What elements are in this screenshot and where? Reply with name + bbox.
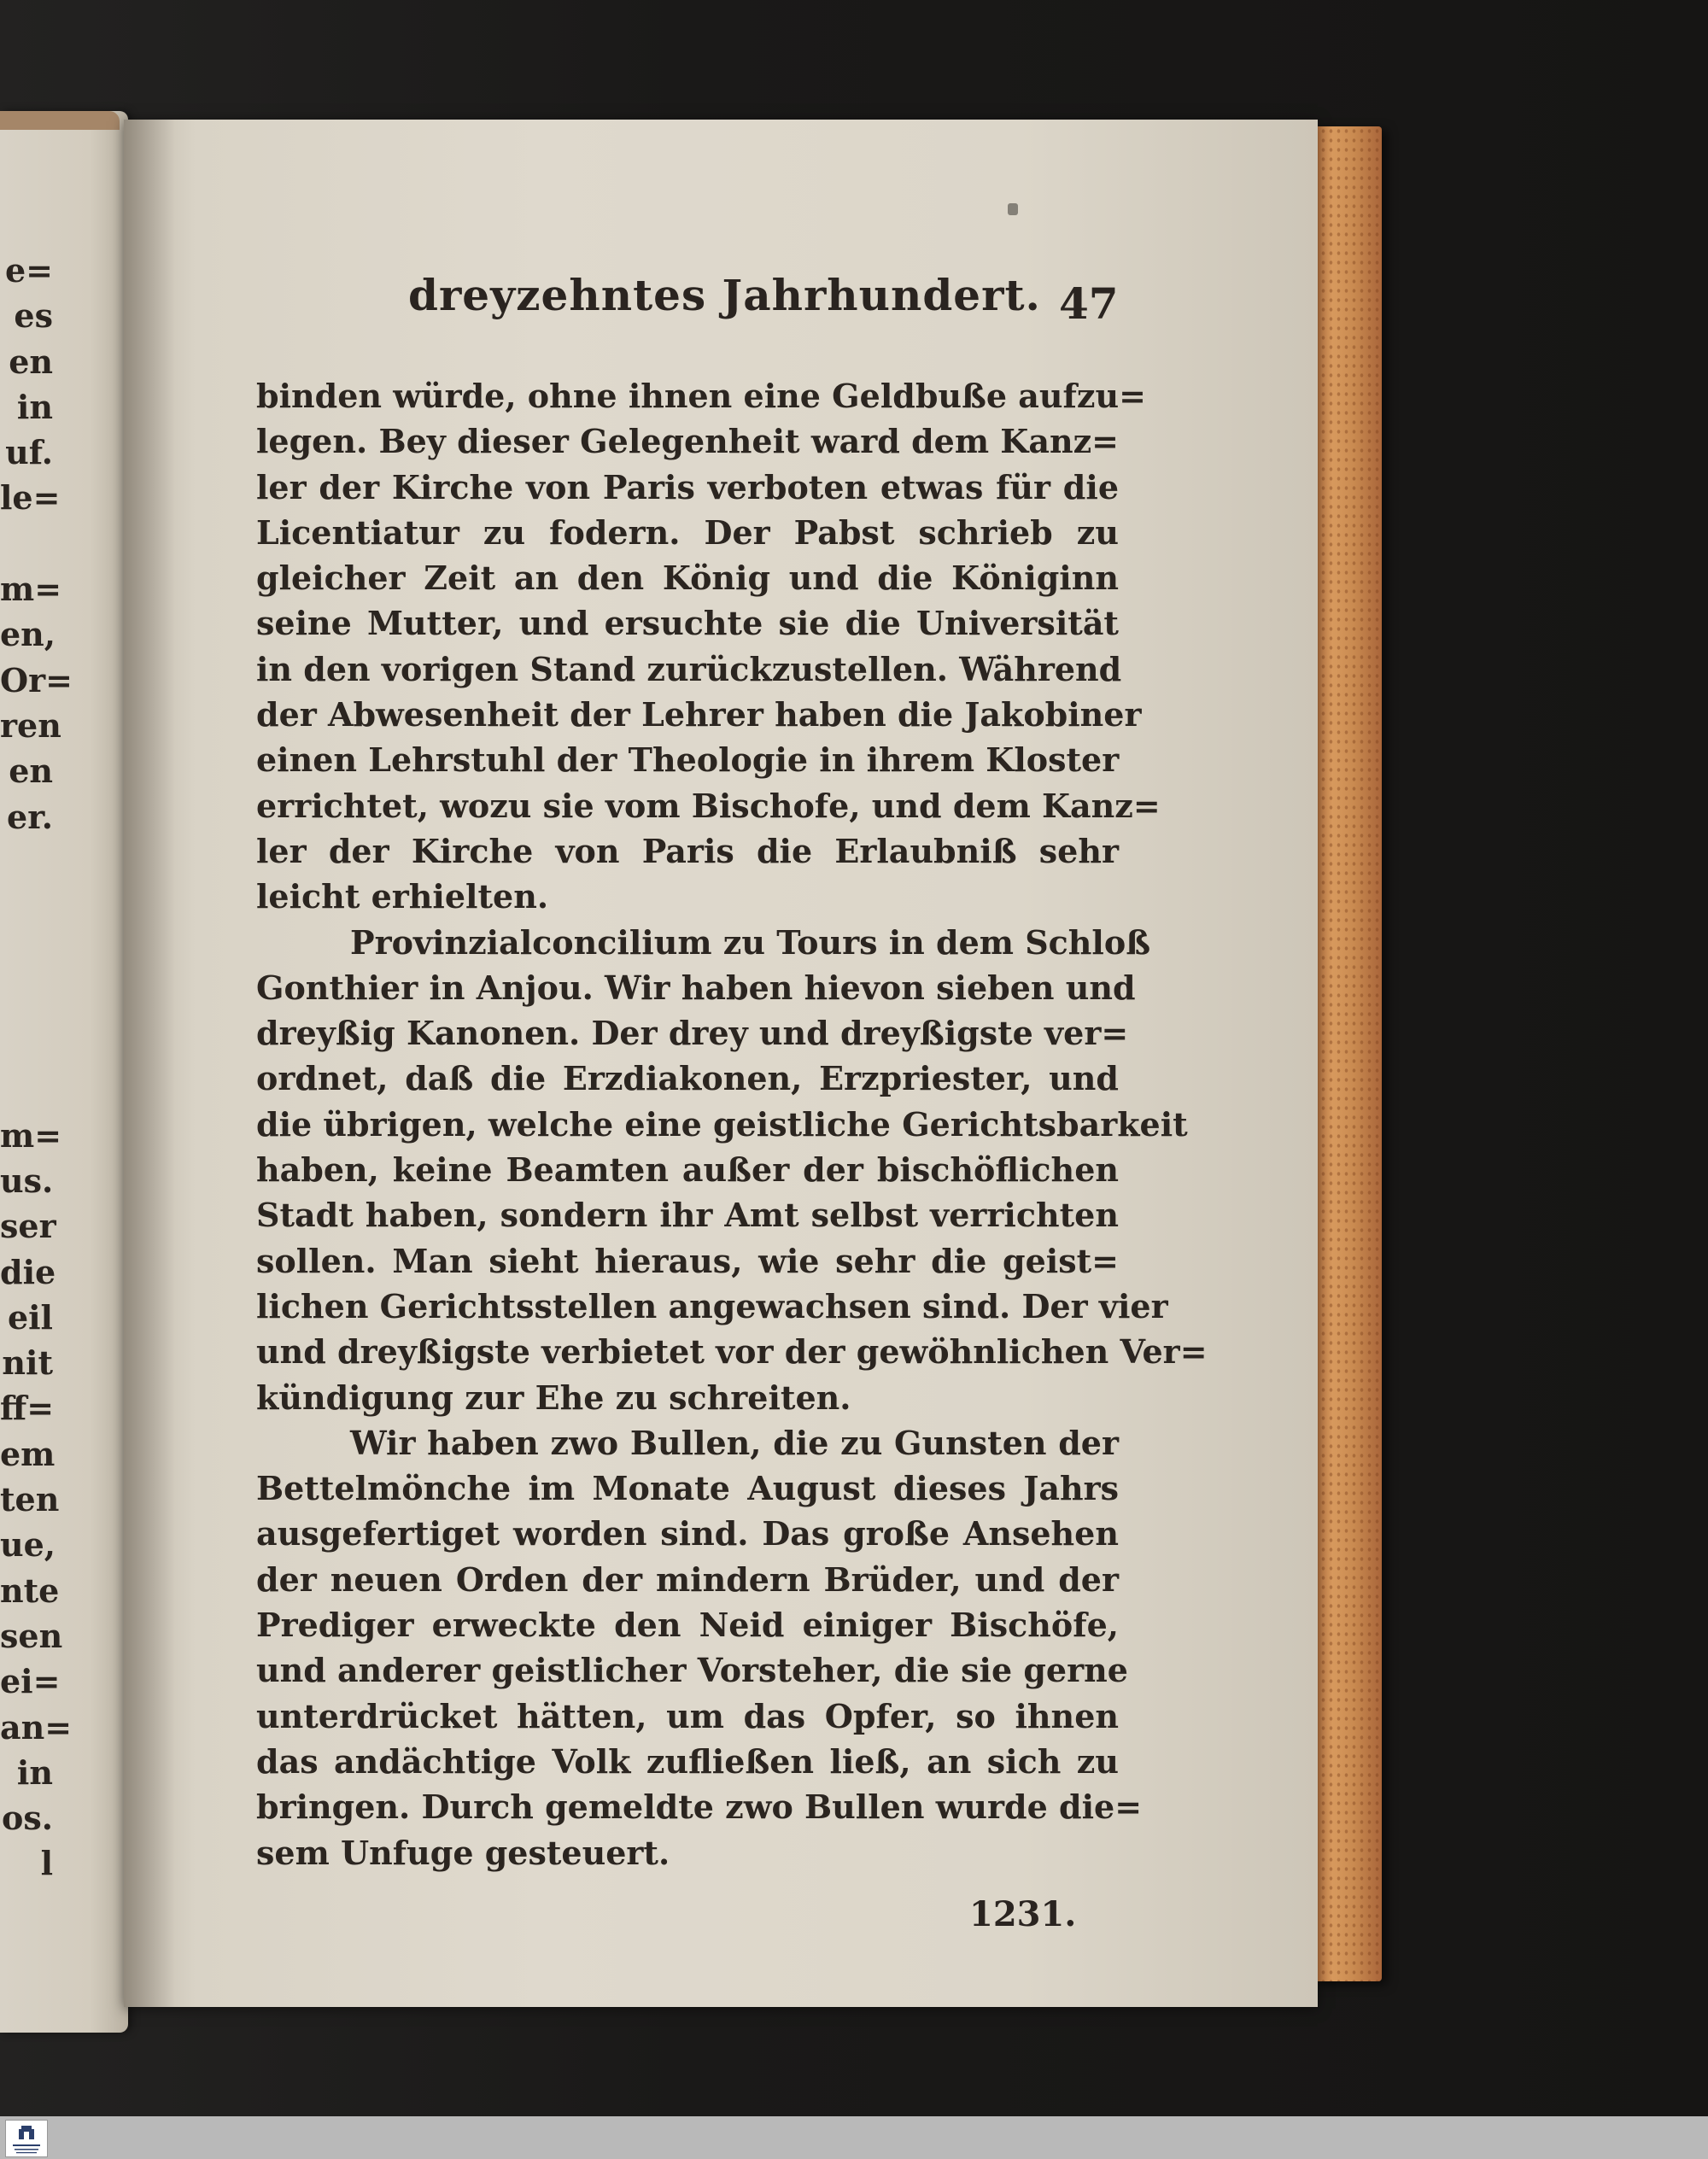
text-line: einen Lehrstuhl der Theologie in ihrem Kloster (256, 740, 1120, 780)
text-line: in den vorigen Stand zurückzustellen. Während (256, 649, 1122, 688)
left-page-fragment: us. (0, 1161, 54, 1200)
text-line: ler der Kirche von Paris verboten etwas für die (256, 467, 1119, 506)
library-logo-icon[interactable] (5, 2120, 48, 2157)
left-page-fragment: m= (0, 570, 62, 609)
text-line: haben, keine Beamten außer der bischöflichen (256, 1150, 1119, 1190)
text-line: ordnet, daß die Erzdiakonen, Erzpriester, und (256, 1059, 1119, 1098)
left-page-fragment: e= (4, 251, 53, 290)
text-line: die übrigen, welche eine geistliche Gerichtsbarkeit (256, 1104, 1188, 1144)
left-page-fragment: ei= (0, 1662, 61, 1701)
left-page-fragment: sen (0, 1616, 63, 1655)
text-line: legen. Bey dieser Gelegenheit ward dem Kanz= (256, 422, 1119, 461)
left-page-fragment: ue, (0, 1525, 56, 1565)
left-page-fragment: ten (0, 1480, 60, 1519)
text-line: ler der Kirche von Paris die Erlaubniß sehr (256, 831, 1119, 870)
text-line: leicht erhielten. (256, 877, 549, 916)
text-line: sem Unfuge gesteuert. (256, 1833, 670, 1872)
left-page-fragment: nte (0, 1571, 60, 1610)
left-page-fragment (0, 1067, 53, 1112)
left-page-fragment: en (9, 342, 53, 381)
text-line: das andächtige Volk zufließen ließ, an sich zu (256, 1741, 1119, 1781)
text-line: der Abwesenheit der Lehrer haben die Jakobiner (256, 695, 1142, 734)
left-page-fragment: die (0, 1252, 56, 1291)
text-line: Bettelmönche im Monate August dieses Jahrs (256, 1469, 1119, 1508)
left-page-fragment: l (40, 1844, 53, 1883)
text-line: Gonthier in Anjou. Wir haben hievon sieben und (256, 968, 1136, 1007)
text-line: kündigung zur Ehe zu schreiten. (256, 1378, 851, 1417)
text-line: Wir haben zwo Bullen, die zu Gunsten der (350, 1423, 1119, 1462)
viewer-footer-bar (0, 2116, 1708, 2159)
left-page-fragment: le= (0, 478, 61, 518)
left-page-fragment: ff= (0, 1389, 55, 1428)
text-line: sollen. Man sieht hieraus, wie sehr die geist= (256, 1241, 1119, 1280)
cover-texture (1312, 126, 1382, 1981)
left-page-fragment: m= (0, 1115, 62, 1155)
left-page-fragment (0, 885, 53, 930)
left-page-fragment (0, 1021, 53, 1067)
running-title: dreyzehntes Jahrhundert. (408, 270, 1041, 320)
left-page-fragment: en (9, 752, 53, 791)
text-line: gleicher Zeit an den König und die Königinn (256, 559, 1119, 598)
text-line: Stadt haben, sondern ihr Amt selbst verrichten (256, 1196, 1119, 1235)
gutter-shadow (124, 120, 175, 2007)
text-line: bringen. Durch gemeldte zwo Bullen wurde die= (256, 1787, 1143, 1827)
left-page-fragment: en, (0, 615, 56, 654)
text-line: der neuen Orden der mindern Brüder, und der (256, 1559, 1119, 1599)
text-line: Provinzialconcilium zu Tours in dem Schloß (350, 922, 1151, 962)
left-page-fragment: eil (7, 1297, 53, 1337)
left-page-edge (0, 111, 120, 130)
left-page-fragment (0, 930, 53, 975)
left-page-fragment: an= (0, 1707, 73, 1747)
left-page-fragment (0, 521, 53, 566)
text-line: dreyßig Kanonen. Der drey und dreyßigste ver= (256, 1014, 1129, 1053)
left-page-fragment: er. (7, 797, 53, 836)
text-line: errichtet, wozu sie vom Bischofe, und dem Kanz= (256, 786, 1161, 825)
book-cover (1312, 126, 1382, 1981)
text-line: und dreyßigste verbietet vor der gewöhnlichen Ver= (256, 1332, 1208, 1372)
library-logo-icon-graphic (6, 2121, 47, 2156)
left-page-fragment: os. (2, 1799, 53, 1838)
catchword: 1231. (969, 1894, 1077, 1934)
text-line: und anderer geistlicher Vorsteher, die sie gerne (256, 1651, 1128, 1690)
left-page-fragment: ren (0, 705, 61, 745)
left-page-fragment: Or= (0, 660, 73, 699)
text-line: ausgefertiget worden sind. Das große Ansehen (256, 1514, 1119, 1553)
left-page-text-fragments (0, 248, 73, 1887)
page-number: 47 (1059, 278, 1119, 329)
text-line: binden würde, ohne ihnen eine Geldbuße aufzu= (256, 377, 1146, 415)
left-page-fragment: nit (2, 1343, 53, 1383)
text-line: lichen Gerichtsstellen angewachsen sind. Der vier (256, 1286, 1168, 1325)
text-line: Prediger erweckte den Neid einiger Bischöfe, (256, 1606, 1119, 1645)
text-line: unterdrücket hätten, um das Opfer, so ihnen (256, 1696, 1119, 1735)
left-page-fragment: es (14, 296, 53, 336)
left-page-fragment: ser (0, 1207, 56, 1246)
left-page-fragment: uf. (5, 433, 53, 472)
left-page-fragment (0, 840, 53, 885)
left-page-fragment: in (16, 1752, 53, 1792)
left-page-fragment: in (16, 387, 53, 426)
page-body-text (256, 373, 1208, 1875)
left-page-fragment: em (0, 1434, 56, 1473)
left-page-fragment (0, 976, 53, 1021)
text-line: seine Mutter, und ersuchte sie die Universität (256, 604, 1119, 643)
paper-stain (1008, 203, 1018, 215)
text-line: Licentiatur zu fodern. Der Pabst schrieb zu (256, 512, 1119, 552)
